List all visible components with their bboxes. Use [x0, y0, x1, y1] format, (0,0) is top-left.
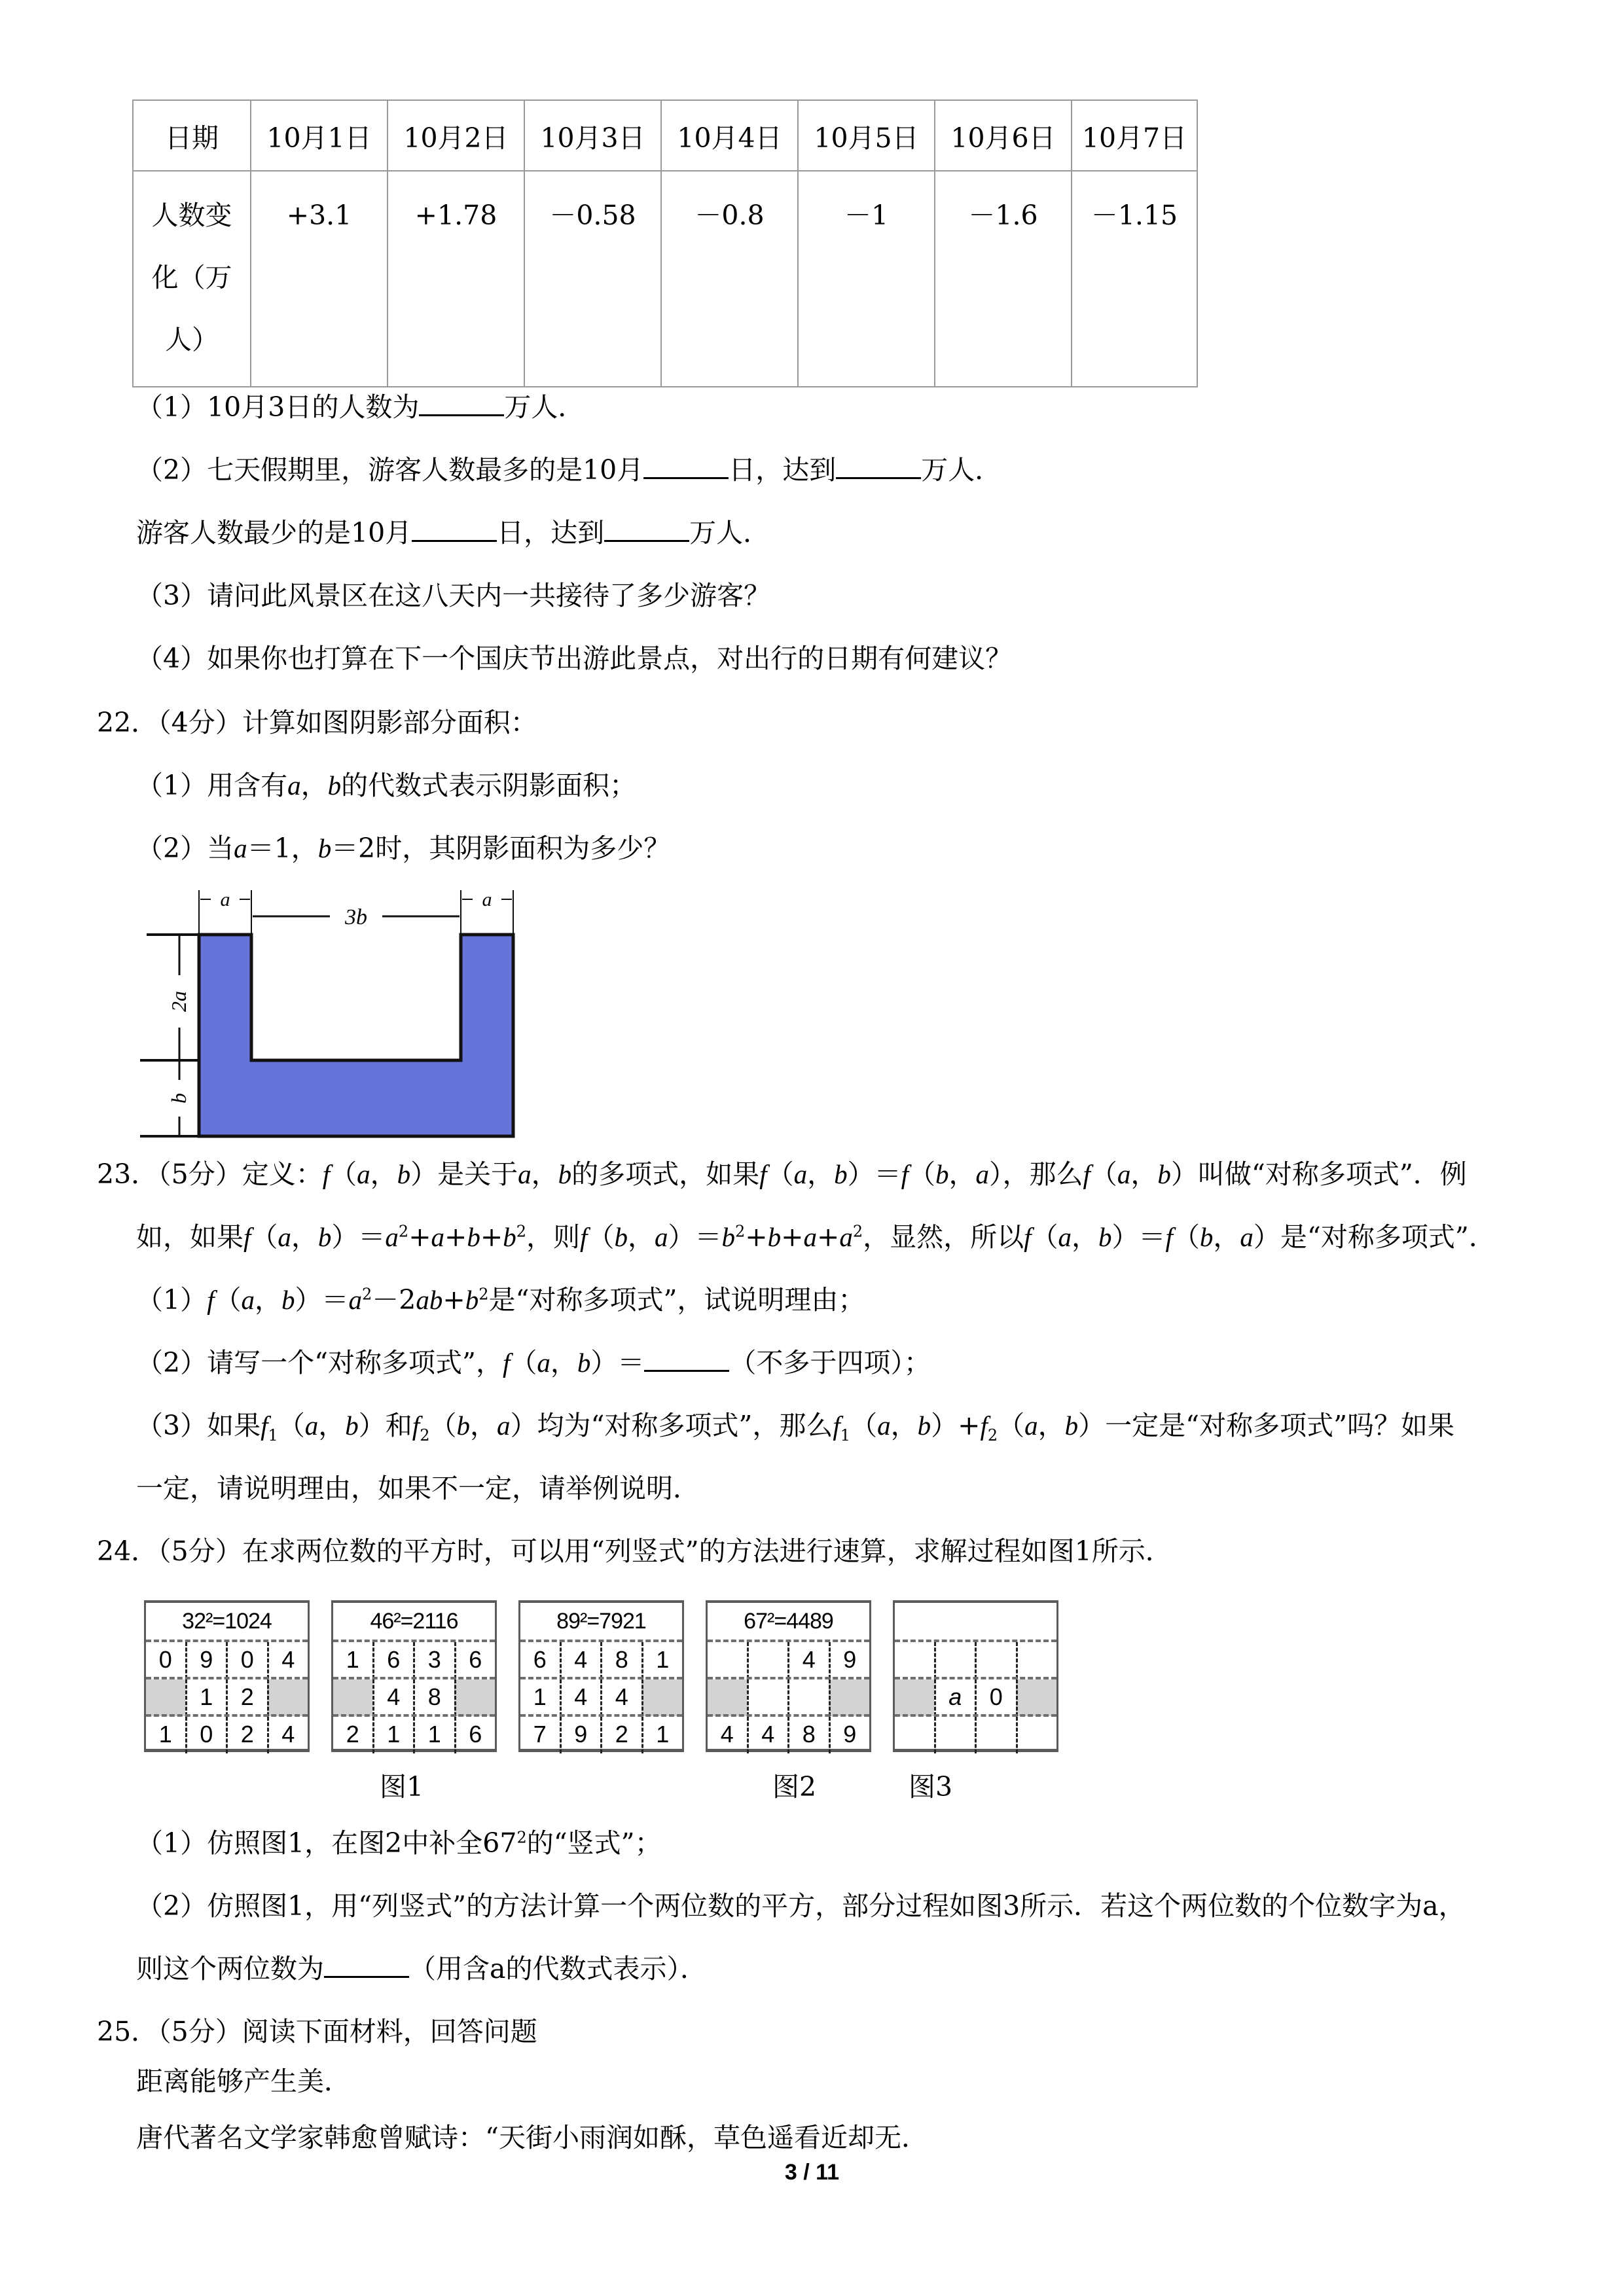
- grid-title: 46²=2116: [370, 1609, 458, 1634]
- grid-cell: 2: [226, 1717, 267, 1753]
- q22-part2: （2）当a＝1，b＝2时，其阴影面积为多少？: [136, 833, 671, 864]
- grid-cell: 8: [787, 1717, 829, 1753]
- grid-cell: [1016, 1679, 1057, 1716]
- date-cell: 10月3日: [524, 100, 661, 171]
- date-cell: 10月1日: [251, 100, 388, 171]
- shaded-u-shape: [199, 935, 513, 1136]
- grid-cell: 1: [346, 1646, 359, 1673]
- grid-cell: [829, 1679, 870, 1716]
- grid-title: [895, 1603, 1056, 1640]
- grid-cell: 9: [185, 1642, 226, 1679]
- grid-cell: [747, 1642, 788, 1679]
- grid-row: [895, 1640, 1056, 1679]
- date-cell: 10月5日: [798, 100, 935, 171]
- q23-part1: （1）f（a，$b)=a^2-2ab+b^2$是“对称多项式”，试说明理由；: [136, 1284, 865, 1316]
- grid-title: 67²=4489: [744, 1609, 833, 1634]
- grid-cell: 9: [560, 1717, 601, 1753]
- row-label: [133, 171, 251, 387]
- q23-heading: 23．（5分）定义：f（a，b）是关于a，b的多项式，如果f（a，b）＝f（b，a），那么f（a，b）叫做“对称多项式”．例: [97, 1158, 1467, 1190]
- grid-row: [333, 1714, 495, 1753]
- grid-cell: 4: [372, 1679, 414, 1716]
- grid-row: [895, 1677, 1056, 1716]
- answer-blank[interactable]: [643, 451, 729, 479]
- grid-cell: 1: [185, 1679, 226, 1716]
- grid-cell: [267, 1679, 308, 1716]
- table-header-label: 日期: [133, 100, 251, 171]
- visitor-change-table: [132, 99, 1198, 387]
- q21-part4: （4）如果你也打算在下一个国庆节出游此景点，对出行的日期有何建议？: [136, 643, 1013, 674]
- row-label-line: 人）: [165, 324, 219, 355]
- grid-cell: [895, 1717, 934, 1753]
- grid-row: [146, 1677, 308, 1716]
- grid-cell: [1016, 1642, 1057, 1679]
- grid-cell: 4: [267, 1717, 308, 1753]
- grid-cell: 2: [226, 1679, 267, 1716]
- grid-cell: [934, 1717, 975, 1753]
- q23-part3: （3）如果$f_1(a$，b）和$f_2(b$，a）均为“对称多项式”，那么$f_1(a$，$b)+f_2(a$，b）一定是“对称多项式”吗？如果: [136, 1410, 1455, 1445]
- change-cell: +3.1: [251, 171, 388, 387]
- grid-cell: [708, 1679, 747, 1716]
- grid-cell: 4: [600, 1679, 641, 1716]
- q22-part1: （1）用含有a，b的代数式表示阴影面积；: [136, 770, 637, 801]
- grid-row: [708, 1714, 869, 1753]
- change-cell: －0.8: [661, 171, 798, 387]
- grid-cell: 4: [560, 1679, 601, 1716]
- grid-cell: a: [934, 1679, 975, 1716]
- figure-label: 图1: [380, 1771, 424, 1803]
- grid-cell: 4: [267, 1642, 308, 1679]
- q23-example: 如，如果f（a，$b)=a^2+a+b+b^2$，则f（b，$a)=b^2+b+a+a^2$，显然，所以f（a，b）＝f（b，a）是“对称多项式”．: [136, 1221, 1496, 1253]
- grid-cell: 6: [533, 1646, 547, 1673]
- grid-cell: [934, 1642, 975, 1679]
- grid-cell: [454, 1679, 496, 1716]
- grid-cell: 1: [641, 1717, 683, 1753]
- grid-cell: 0: [226, 1642, 267, 1679]
- grid-cell: 0: [158, 1646, 172, 1673]
- grid-row: [333, 1640, 495, 1679]
- q24-part1: （1）仿照图1，在图2中补全$67^2$的“竖式”；: [136, 1827, 662, 1859]
- answer-blank[interactable]: [419, 388, 504, 416]
- grid-cell: [1016, 1717, 1057, 1753]
- grid-cell: 8: [413, 1679, 454, 1716]
- grid-cell: 0: [185, 1717, 226, 1753]
- q25-line2: 唐代著名文学家韩愈曾赋诗：“天街小雨润如酥，草色遥看近却无．: [136, 2122, 928, 2153]
- grid-cell: 8: [600, 1642, 641, 1679]
- answer-blank[interactable]: [836, 451, 921, 479]
- date-cell: 10月4日: [661, 100, 798, 171]
- row-label-line: 人数变: [151, 200, 232, 231]
- change-cell: +1.78: [388, 171, 524, 387]
- label-a-left: a: [220, 890, 230, 910]
- grid-row: [708, 1640, 869, 1679]
- shaded-area-figure: [140, 890, 533, 1139]
- grid-cell: [146, 1679, 185, 1716]
- grid-cell: [747, 1679, 788, 1716]
- q21-part1: （1）10月3日的人数为 万人．: [136, 387, 585, 427]
- grid-cell: 2: [600, 1717, 641, 1753]
- label-a-right: a: [482, 890, 492, 910]
- grid-title: 32²=1024: [182, 1609, 272, 1634]
- grid-row: [146, 1714, 308, 1753]
- q25-heading: 25．（5分）阅读下面材料，回答问题: [97, 2016, 537, 2047]
- figure-label: 图2: [772, 1771, 817, 1803]
- q21-part2: （2）七天假期里，游客人数最多的是10月 日，达到 万人．: [136, 450, 1001, 490]
- date-cell: 10月2日: [388, 100, 524, 171]
- label-b: b: [167, 1093, 190, 1103]
- square-grid: [518, 1600, 684, 1752]
- square-grid: [706, 1600, 871, 1752]
- change-cell: －0.58: [524, 171, 661, 387]
- grid-cell: [641, 1679, 683, 1716]
- q24-part2: （2）仿照图1，用“列竖式”的方法计算一个两位数的平方，部分过程如图3所示．若这个两位数的个位数字为a，: [136, 1890, 1466, 1922]
- grid-cell: [895, 1642, 934, 1679]
- grid-cell: 4: [747, 1717, 788, 1753]
- grid-cell: [975, 1642, 1016, 1679]
- square-grid: [893, 1600, 1058, 1752]
- grid-row: [333, 1677, 495, 1716]
- grid-row: [520, 1714, 682, 1753]
- page-number: 3 / 11: [784, 2160, 840, 2185]
- q23-part2: （2）请写一个“对称多项式”，f（a，b）＝ （不多于四项）；: [136, 1343, 931, 1382]
- date-cell: 10月6日: [935, 100, 1072, 171]
- change-cell: －1.6: [935, 171, 1072, 387]
- q25-line1: 距离能够产生美．: [136, 2066, 351, 2097]
- grid-cell: 6: [454, 1717, 496, 1753]
- grid-cell: 4: [560, 1642, 601, 1679]
- grid-cell: 3: [413, 1642, 454, 1679]
- grid-cell: 4: [720, 1721, 734, 1748]
- q21-part2-cont: 游客人数最少的是10月 日，达到 万人．: [136, 513, 770, 552]
- q23-part3-cont: 一定，请说明理由，如果不一定，请举例说明．: [136, 1473, 700, 1504]
- grid-cell: 2: [346, 1721, 359, 1748]
- q24-heading: 24．（5分）在求两位数的平方时，可以用“列竖式”的方法进行速算，求解过程如图1所示．: [97, 1535, 1172, 1567]
- grid-cell: 1: [372, 1717, 414, 1753]
- grid-cell: 1: [158, 1721, 172, 1748]
- grid-cell: 1: [533, 1683, 547, 1710]
- grid-cell: 1: [641, 1642, 683, 1679]
- grid-cell: 9: [829, 1717, 870, 1753]
- label-2a: 2a: [167, 991, 190, 1012]
- grid-title: 89²=7921: [556, 1609, 646, 1634]
- q22-heading: 22．（4分）计算如图阴影部分面积：: [97, 707, 537, 738]
- grid-cell: [895, 1679, 934, 1716]
- grid-row: [708, 1677, 869, 1716]
- grid-row: [520, 1677, 682, 1716]
- grid-row: [520, 1640, 682, 1679]
- date-cell: 10月7日: [1072, 100, 1197, 171]
- change-cell: －1: [798, 171, 935, 387]
- grid-row: [146, 1640, 308, 1679]
- figure-label: 图3: [909, 1771, 953, 1803]
- label-3b: 3b: [345, 905, 367, 929]
- answer-blank[interactable]: [604, 514, 689, 542]
- answer-blank[interactable]: [644, 1344, 729, 1372]
- square-grid: [144, 1600, 310, 1752]
- grid-cell: 9: [829, 1642, 870, 1679]
- q24-part2-cont: 则这个两位数为 （用含a的代数式表示）．: [136, 1949, 707, 1988]
- answer-blank[interactable]: [412, 514, 497, 542]
- grid-cell: 6: [372, 1642, 414, 1679]
- grid-cell: 7: [533, 1721, 547, 1748]
- q21-part3: （3）请问此风景区在这八天内一共接待了多少游客？: [136, 580, 771, 611]
- grid-cell: [708, 1642, 747, 1679]
- grid-row: [895, 1714, 1056, 1753]
- grid-cell: 1: [413, 1717, 454, 1753]
- grid-cell: [333, 1679, 372, 1716]
- grid-cell: 6: [454, 1642, 496, 1679]
- grid-cell: 4: [787, 1642, 829, 1679]
- grid-cell: 0: [975, 1679, 1016, 1716]
- grid-cell: [975, 1717, 1016, 1753]
- answer-blank[interactable]: [324, 1950, 409, 1978]
- grid-cell: [787, 1679, 829, 1716]
- row-label-line: 化（万: [151, 262, 232, 293]
- square-grid: [331, 1600, 497, 1752]
- change-cell: －1.15: [1072, 171, 1197, 387]
